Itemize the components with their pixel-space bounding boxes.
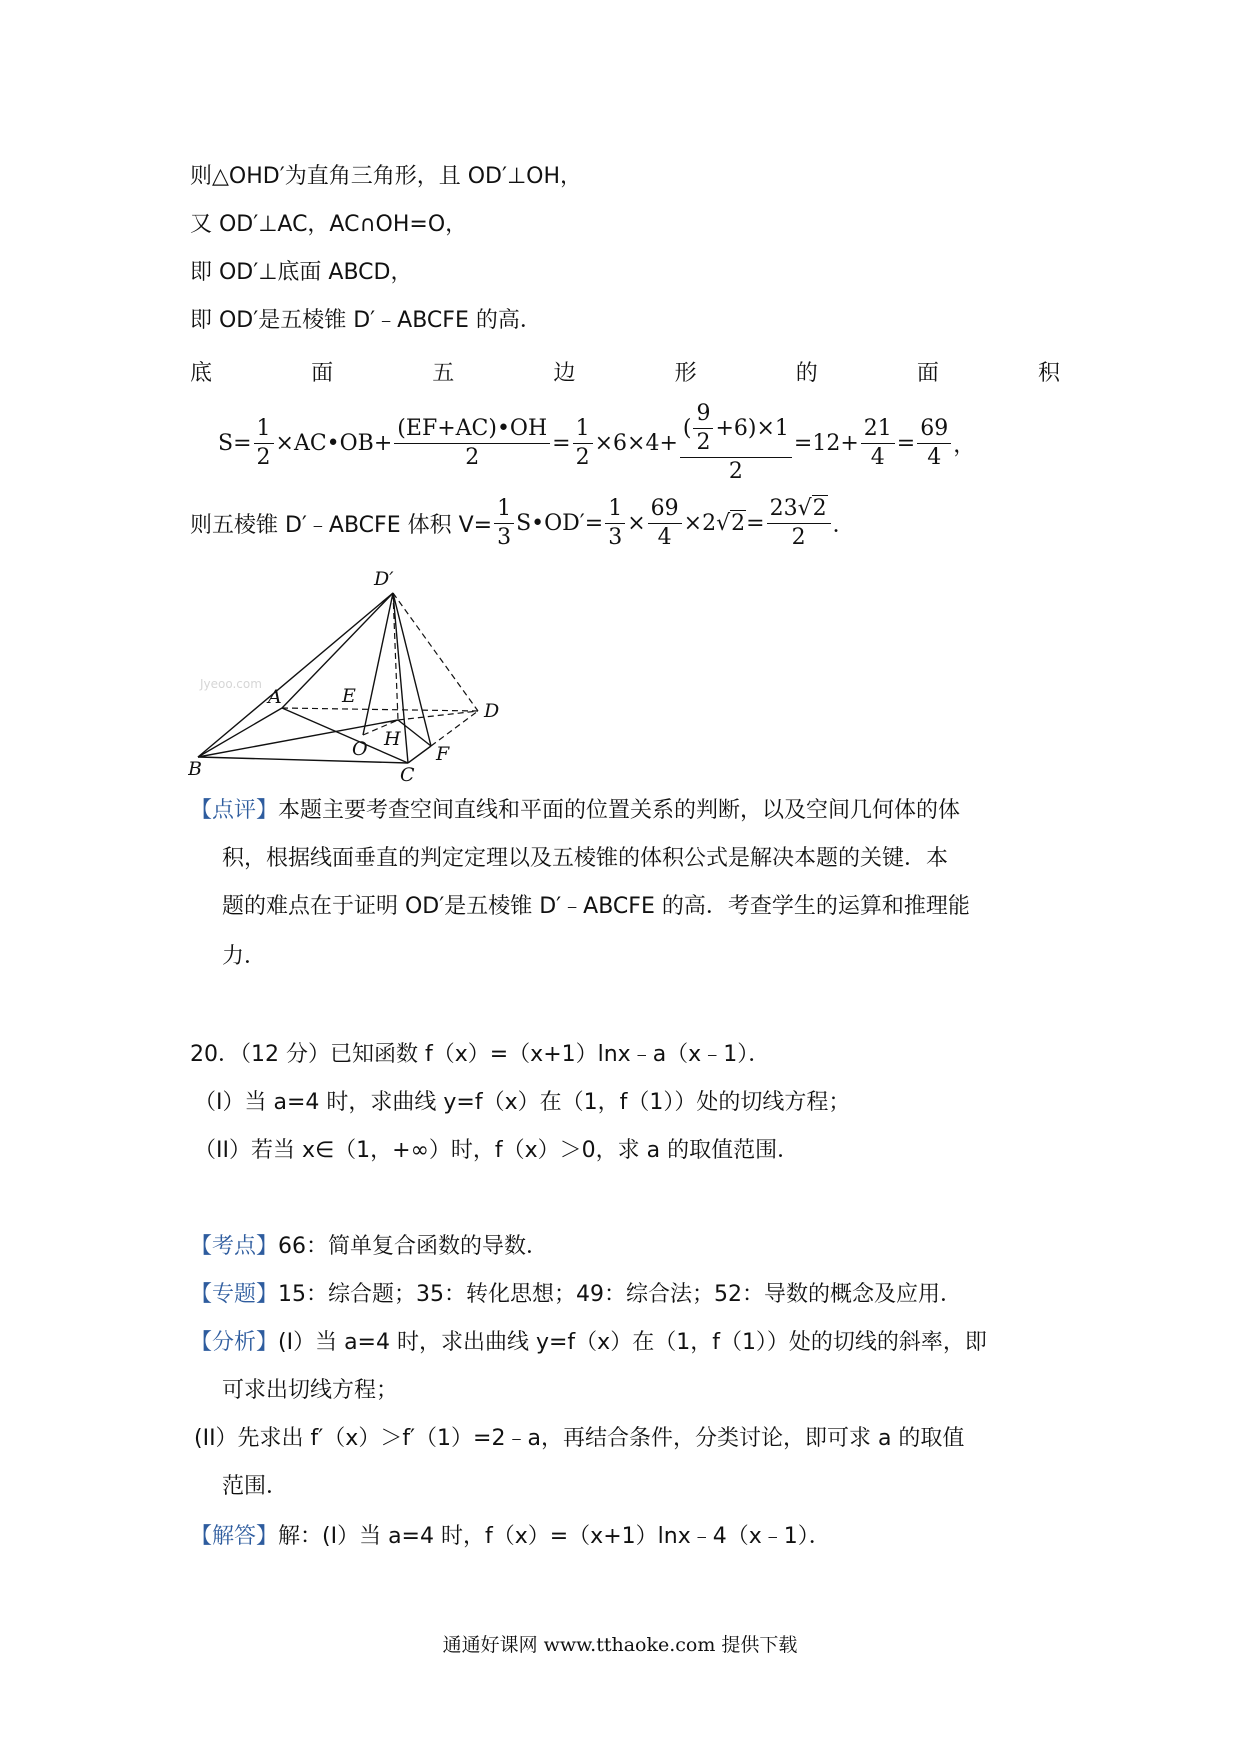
fraction: $\frac{1}{2}$ xyxy=(573,415,593,472)
formula-text: = xyxy=(896,430,916,456)
formula-text: ． xyxy=(832,513,855,538)
spread-char: 积 xyxy=(1037,361,1060,386)
fraction: $\frac{21}{4}$ xyxy=(861,415,895,472)
spread-char: 形 xyxy=(674,361,697,386)
label-h: H xyxy=(384,728,401,750)
area-formula xyxy=(218,400,975,486)
zhuanti-tag: 【专题】 xyxy=(190,1282,279,1307)
pyramid-diagram xyxy=(188,563,528,783)
fenxi-tag: 【分析】 xyxy=(190,1330,279,1355)
page-footer: 通通好课网 www.tthaoke.com 提供下载 xyxy=(442,1634,798,1656)
problem-part-1: （I）当 a=4 时，求曲线 y=f（x）在（1，f（1））处的切线方程； xyxy=(194,1090,851,1115)
spread-char: 底 xyxy=(190,361,213,386)
fenxi-line-3: (II）先求出 f′（x）＞f′（1）=2﹣a，再结合条件，分类讨论，即可求 a 的取值 xyxy=(194,1426,965,1451)
jieda-tag: 【解答】 xyxy=(190,1524,279,1549)
formula-text: S= xyxy=(218,430,252,456)
fenxi-text: (I）当 a=4 时，求出曲线 y=f（x）在（1，f（1））处的切线的斜率，即 xyxy=(278,1330,987,1355)
watermark: Jyeoo.com xyxy=(200,677,262,691)
review-text: 本题主要考查空间直线和平面的位置关系的判断，以及空间几何体的体 xyxy=(278,798,961,823)
zhuanti-line xyxy=(190,1280,962,1310)
formula-text: = xyxy=(746,511,765,536)
solution-line-1: 则△OHD′为直角三角形，且 OD′⊥OH， xyxy=(190,164,582,189)
review-line-2: 积，根据线面垂直的判定定理以及五棱锥的体积公式是解决本题的关键．本 xyxy=(222,846,949,871)
fenxi-line-2: 可求出切线方程； xyxy=(222,1378,399,1403)
label-d: D xyxy=(484,700,500,722)
spread-char: 五 xyxy=(432,361,455,386)
formula-text: 则五棱锥 D′﹣ABCFE 体积 V= xyxy=(190,513,493,538)
label-d-prime: D′ xyxy=(374,568,394,590)
review-line-1 xyxy=(190,796,960,826)
solution-line-3: 即 OD′⊥底面 ABCD， xyxy=(190,260,413,285)
fraction: ( $\frac{9}{2}$ +6)×1 2 xyxy=(680,400,792,486)
problem-title: 20．（12 分）已知函数 f（x）=（x+1）lnx﹣a（x﹣1）． xyxy=(190,1042,771,1067)
formula-text: × xyxy=(627,511,646,536)
label-b: B xyxy=(188,758,202,780)
formula-text: =12+ xyxy=(793,430,859,456)
formula-text: ×2 xyxy=(683,511,717,536)
formula-text: ， xyxy=(953,432,976,458)
fraction: $\frac{69}{4}$ xyxy=(917,415,951,472)
fraction: $\frac{1}{2}$ xyxy=(254,415,274,472)
area-heading-spread xyxy=(190,356,1060,387)
label-o: O xyxy=(352,738,368,760)
fenxi-line-1 xyxy=(190,1328,987,1358)
review-tag: 【点评】 xyxy=(190,798,279,823)
label-a: A xyxy=(268,686,282,708)
formula-text: S•OD′= xyxy=(516,511,604,536)
jieda-text: 解：(I）当 a=4 时，f（x）=（x+1）lnx﹣4（x﹣1）． xyxy=(278,1524,831,1549)
formula-text: ×6×4+ xyxy=(594,430,678,456)
volume-formula xyxy=(190,495,855,552)
solution-line-4: 即 OD′是五棱锥 D′﹣ABCFE 的高． xyxy=(190,308,542,333)
label-e: E xyxy=(342,685,356,707)
formula-text: ×AC•OB+ xyxy=(275,430,393,456)
kaodian-text: 66：简单复合函数的导数． xyxy=(278,1234,549,1259)
jieda-line xyxy=(190,1522,831,1552)
label-f: F xyxy=(436,743,450,765)
sqrt: √2 xyxy=(716,511,746,536)
fraction: $\frac{23√2}{2}$ xyxy=(767,495,831,552)
spread-char: 边 xyxy=(553,361,576,386)
label-c: C xyxy=(400,764,415,783)
kaodian-line xyxy=(190,1232,548,1262)
spread-char: 面 xyxy=(916,361,939,386)
fraction: $\frac{1}{3}$ xyxy=(605,495,625,552)
fraction: $\frac{69}{4}$ xyxy=(648,495,682,552)
spread-char: 面 xyxy=(311,361,334,386)
problem-part-2: （II）若当 x∈（1，+∞）时，f（x）＞0，求 a 的取值范围． xyxy=(194,1138,800,1163)
kaodian-tag: 【考点】 xyxy=(190,1234,279,1259)
formula-text: = xyxy=(552,430,571,456)
solution-line-2: 又 OD′⊥AC，AC∩OH=O， xyxy=(190,212,468,237)
review-line-4: 力． xyxy=(222,944,267,969)
zhuanti-text: 15：综合题；35：转化思想；49：综合法；52：导数的概念及应用． xyxy=(278,1282,962,1307)
fenxi-line-4: 范围． xyxy=(222,1474,289,1499)
fraction: $\frac{(EF+AC)•OH}{2}$ xyxy=(394,415,550,472)
spread-char: 的 xyxy=(795,361,818,386)
review-line-3: 题的难点在于证明 OD′是五棱锥 D′﹣ABCFE 的高．考查学生的运算和推理能 xyxy=(222,894,970,919)
fraction: $\frac{1}{3}$ xyxy=(494,495,514,552)
